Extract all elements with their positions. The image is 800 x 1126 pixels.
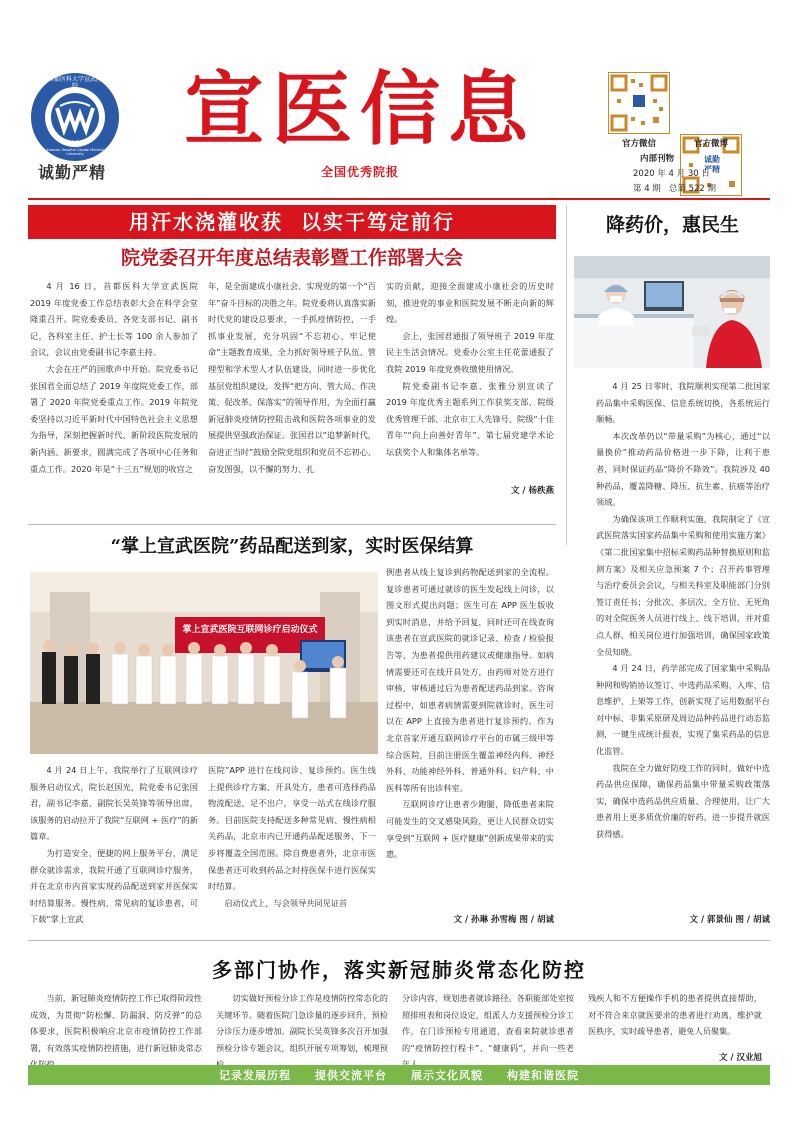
footer-slogan: 记录发展历程 [219,1069,291,1082]
sidebar-title: 降药价，惠民生 [605,214,739,236]
section-divider [28,524,556,525]
sidebar-paragraph: 为确保该项工作顺利实施，我院制定了《宣武医院落实国家药品集中采购和使用实施方案》《第二批国家集中招标采购药品种替换原则和监测方案》及相关应急预案 7 个；召开药事管理与治疗委员会会议，与相关科室及职能部门分别签订责任书；分批次、多层次、全方位、无死角的对全院医务人员进行线上、线下培训，并对重点人群、相关岗位进行加强培训，确保国家政策全员知晓。 [596,513,770,657]
article1-title: 院党委召开年度总结表彰暨工作部署大会 [120,247,463,269]
sidebar-paragraph: 4 月 25 日零时，我院顺利实现第二批国家药品集中采购医保、信息系统切换，各系统运行顺畅。 [596,381,770,425]
logo-ring-text: 首都医科大学宣武医院 [47,76,102,90]
article3-column-2 [216,990,388,1073]
newspaper-title: 宣医信息 [184,63,536,156]
sidebar-body [596,378,770,843]
article3-column-4 [588,990,762,1040]
article2-paragraph: 例患者从线上复诊到药物配送到家的全流程。复诊患者可通过就诊的医生发起线上问诊，以图文形式提出问题；医生可在 APP 医生版收到实时消息，并给予回复，同时还可在线查询该患者在宣武医院的就诊记录、检查 / 检验报告等，为患者提供用药建议或健康指导。如病情需要还可在线开具处方，由药师对处方进行审核，审核通过后为患者配送药品到家。咨询过程中，如患者病情需要到院就诊时，医生可以在 APP 上直接为患者进行复诊预约。作为北京首家开通互联网诊疗平台的市属三级甲等综合医院，目前注册医生覆盖神经内科、神经外科、功能神经外科、普通外科、妇产科、中医科等所有出诊科室。 [386,567,554,793]
wechat-label: 官方微信 [621,139,656,149]
photo-banner-text: 掌上宣武医院互联网诊疗启动仪式 [182,625,318,635]
article2-paragraph: 启动仪式上，与会领导共同见证首 [224,897,348,908]
launch-ceremony-photo [30,572,378,754]
article1-paragraph: 院党委副书记李嘉、张雅分别宣读了 2019 年度优秀主题系列工作获奖支部、院级优秀管理干部、北京市工人先锋号、院级“十佳青年”“向上向善好青年”、第七届党建学术论坛获奖个人和集体名单等。 [386,380,554,457]
weibo-label: 官方微博 [693,139,728,149]
logo-ring-subtext: Xuanwu Hospital Capital Medical University [46,148,104,156]
article1-column-1 [30,278,198,477]
article3-paragraph: 切实做好预检分诊工作是疫情防控常态化的关键环节。随着医院门急诊量的逐步回升，预检分诊压力逐步增加。副院长吴英锋多次召开加强预检分诊专题会议，组织开展专项筹划，梳理预 [216,993,388,1053]
article1-paragraph: 大会在庄严的国歌声中开始。院党委书记张国君全面总结了 2019 年度院党委工作，部署了 2020 年院党委重点工作。2019 年院党委坚持以习近平新时代中国特色社会主义思想为指导，深刻把握新时代、新阶段医院发展的新内涵、新要求，圆满完成了各项中心任务和重点工作。2020 年是“十三五”规划的收官之 [30,363,198,474]
lead-banner-text: 用汗水浇灌收获 以实干笃定前行 [129,210,455,234]
article3-paragraph: 当前，新冠肺炎疫情防控工作已取得阶段性成效，为贯彻“防松懈、防漏洞、防反弹”的总体要求，医院积极响应北京市疫情防控工作部署，有效落实疫情防控措施，进行新冠肺炎常态 [30,993,202,1053]
article1-paragraph: 会上，张国君通报了领导班子 2019 年度民主生活会情况。党委办公室主任花蕾通报了我院 2019 年度党费收缴使用情况。 [386,330,554,374]
logo-year: 1958 [67,140,83,147]
wechat-qr-code[interactable] [608,72,670,134]
article3-paragraph: 残疾人和不方便操作手机的患者提供直接帮助，对不符合来京就医要求的患者进行劝离，维护就医秩序，实时疏导患者，避免人员聚集。 [588,993,762,1037]
pharmacy-photo [574,256,770,368]
article2-paragraph: 互联网诊疗让患者少跑腿，降低患者来院可能发生的交叉感染风险，更让人民群众切实享受到“互联网 + 医疗健康”创新成果带来的实惠。 [386,799,554,860]
article2-column-1 [30,762,198,928]
article1-column-2 [208,278,376,477]
article1-paragraph: 实的贡献，迎接全面建成小康社会的历史时刻，推进党的事业和医院发展不断走向新的辉煌。 [386,281,554,325]
sidebar-divider [566,205,567,545]
article1-byline: 文 / 杨秩燕 [510,486,554,496]
article1-paragraph: 4 月 16 日，首都医科大学宣武医院 2019 年度党委工作总结表彰大会在科学会堂隆重召开。院党委委员、各党支部书记、副书记，各科室主任、护士长等 100 余人参加了会议，会议由党委副书记李嘉主持。 [30,281,198,358]
footer-slogan: 构建和谐医院 [507,1069,579,1082]
sidebar-byline: 文 / 郭景仙 图 / 胡诚 [689,915,770,925]
newspaper-subtitle: 全国优秀院报 [320,165,399,179]
sidebar-paragraph: 4 月 24 日，药学部完成了国家集中采购品种网和购销协议签订、中选药品采购、入库、信息维护、上架等工作，创新实现了运用数据平台对中标、非集采原研及周边品种药品进行动态监测，一键生成统计报表，实现了集采药品的信息化监管。 [596,663,770,757]
footer-bar [28,1065,770,1085]
article3-title: 多部门协作，落实新冠肺炎常态化防控 [212,958,586,982]
weibo-qr-center-text: 诚勤严精 [701,155,723,175]
section-divider [28,940,770,941]
sidebar-paragraph: 本次改革仍以“带量采购”为核心，通过“以量换价”推动药品价格进一步下降，让利于患者，同时保证药品“降价不降效”。我院涉及 40 种药品，覆盖降糖、降压、抗生素、抗癌等治疗领域。 [596,430,770,508]
article2-byline: 文 / 孙琳 孙雪梅 图 / 胡诚 [453,915,554,925]
article1-column-3 [386,278,554,461]
motto: 诚勤严精 [38,163,107,182]
sidebar-paragraph: 我院在全力做好防疫工作的同时，做好中选药品供应保障，确保药品集中带量采购政策落实，确保中选药品供应质量、合理使用，让广大患者用上更多质优价廉的好药，进一步提升就医获得感。 [596,762,770,840]
publication-type: 内部刊物 [640,154,675,164]
issue-date: 2020 年 4 月 30 日 [633,169,710,179]
lead-banner [28,205,556,239]
article2-paragraph: 为打造安全、便捷的网上服务平台，满足群众就诊需求，我院开通了互联网诊疗服务，并在北京市内首家实现药品配送到家并医保实时结算服务。慢性病、常见病的复诊患者，可下载“掌上宣武 [30,847,198,925]
article2-column-3 [386,564,554,863]
article3-column-3 [402,990,574,1073]
article2-column-2 [208,762,376,911]
article2-paragraph: 4 月 24 日上午，我院举行了互联网诊疗服务启动仪式，院长赵国光，院党委书记张国君，副书记李嘉、副院长吴英锋等领导出席，该服务的启动拉开了我院“互联网 + 医疗”的新篇章。 [30,765,198,842]
footer-slogan: 提供交流平台 [315,1069,387,1082]
footer-slogan: 展示文化风貌 [411,1069,483,1082]
article2-paragraph: 医院”APP 进行在线问诊、复诊预约。医生线上提供诊疗方案、开具处方，患者可选择药品物流配送，足不出户，享受一站式在线诊疗服务。目前医院支持配送多种常见病、慢性病相关药品，北京市内已开通药品配送服务，下一步将覆盖全国范围。除自费患者外，北京市医保患者还可收到药品之时持医保卡进行医保实时结算。 [208,765,376,892]
masthead-divider [28,198,770,200]
article3-byline: 文 / 汉业旭 [718,1053,762,1063]
article3-paragraph: 分诊内容、规划患者就诊路径。各职能部处室按照排班表和岗位设定，组派人力支援预检分诊工作，在门诊预检专用通道，查看来院就诊患者的“疫情防控行程卡”、“健康码”，并向一些老 [402,993,574,1053]
hospital-logo [30,72,120,162]
issue-number: 第 4 期 总第 522 期 [633,184,717,194]
article1-paragraph: 年，是全面建成小康社会、实现党的第一个“百年”奋斗目标的决胜之年。院党委将认真落实新时代党的建设总要求，一手抓疫情防控，一手抓事业发展，充分巩固“不忘初心、牢记使命”主题教育成果，全力抓好领导班子队伍、管理型和学术型人才队伍建设，同时进一步优化基层党组织建设，发挥“把方向、管大局、作决策、促改革、保落实”的领导作用，为全面打赢新冠肺炎疫情防控阻击战和医院各项事业的发展提供坚强政治保证。张国君以“追梦新时代，奋进正当时”鼓励全院党组织和党员不忘初心、奋发图强，以不懈的努力、扎 [208,281,376,474]
article2-title: “掌上宣武医院”药品配送到家，实时医保结算 [110,536,474,557]
article3-column-1 [30,990,202,1073]
